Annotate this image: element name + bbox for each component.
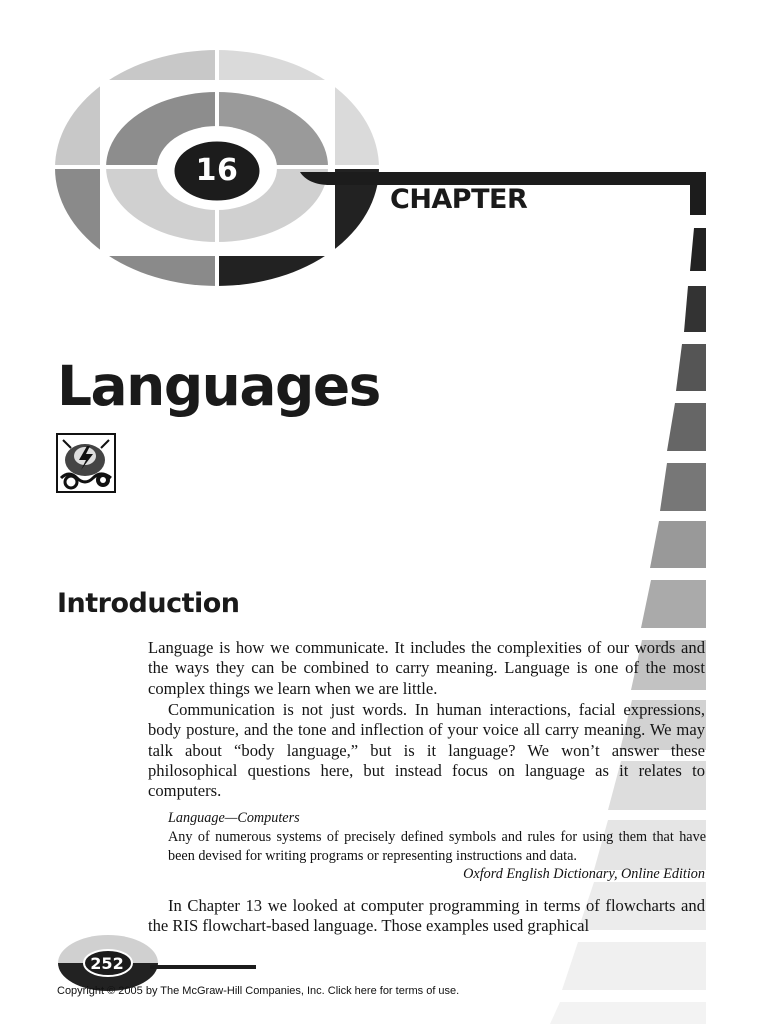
chapter-number: 16 [195, 153, 239, 188]
section-heading: Introduction [57, 588, 240, 619]
terms-of-use-link[interactable]: Click here for terms of use. [327, 985, 460, 997]
copyright-notice [57, 985, 459, 997]
chapter-label: CHAPTER [390, 184, 528, 215]
definition-source: Oxford English Dictionary, Online Edition [463, 866, 705, 882]
body-paragraph: In Chapter 13 we looked at computer programming in terms of flowcharts and the RIS flowchart-based language. Those examples used graphical [148, 896, 705, 936]
definition-text: Any of numerous systems of precisely defined symbols and rules for using them that have been devised for writing programs or representing instructions and data. [168, 829, 706, 864]
body-paragraph: Language is how we communicate. It includes the complexities of our words and the ways they can be combined to carry meaning. Language is one of the most complex things we learn when we are little. [148, 638, 705, 698]
definition-term: Language—Computers [168, 810, 300, 826]
copyright-text: Copyright © 2005 by The McGraw-Hill Companies, Inc. [57, 985, 328, 997]
page-number: 252 [90, 954, 124, 973]
chapter-title: Languages [57, 354, 380, 418]
body-paragraph: Communication is not just words. In human interactions, facial expressions, body posture, and the tone and inflection of your voice all carry meaning. We may talk about “body language,” but is it language? We won’t answer these philosophical questions here, but instead focus on language as it relates to computers. [148, 700, 705, 801]
lightning-bulb-icon [57, 434, 115, 492]
